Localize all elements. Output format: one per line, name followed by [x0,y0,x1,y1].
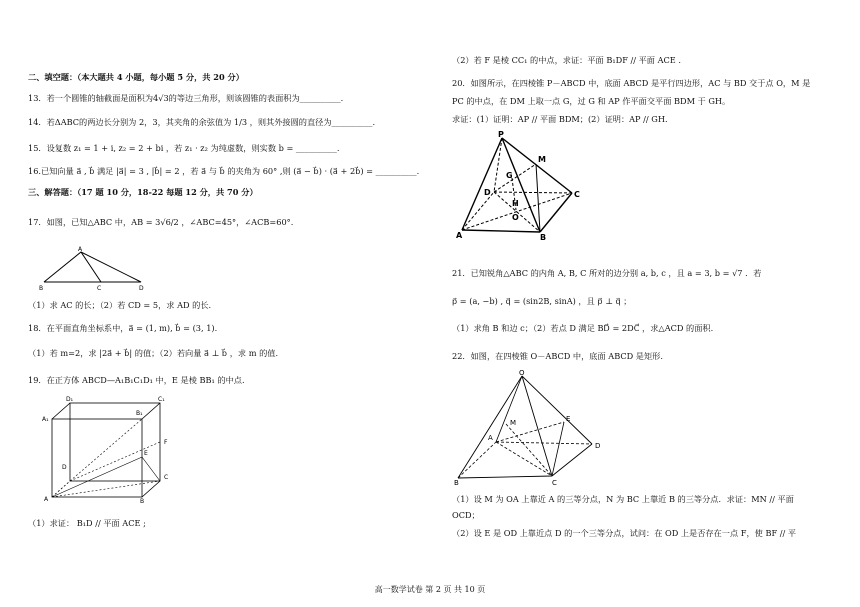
question-13: 13．若一个圆锥的轴截面是面积为4√3的等边三角形，则该圆锥的表面积为__________. [28,93,344,103]
svg-text:D₁: D₁ [66,396,74,403]
question-20-line-1: 20．如图所示，在四棱锥 P－ABCD 中，底面 ABCD 是平行四边形，AC 与 BD 交于点 O，M 是 [452,78,811,88]
label-a: A [78,246,83,253]
section-2-heading: 二、填空题：（本大题共 4 小题，每小题 5 分，共 20 分） [28,72,244,82]
svg-text:C: C [552,479,557,486]
svg-text:B: B [540,233,547,242]
label-b: B [39,285,44,292]
question-18-parts: （1）若 m=2，求 |2a⃗ + b⃗| 的值；（2）若向量 a⃗ ⊥ b⃗ ，求 m 的值. [28,348,279,358]
question-20-line-2: PC 的中点，在 DM 上取一点 G，过 G 和 AP 作平面交平面 BDM 于 GH。 [452,96,731,106]
svg-text:C: C [164,474,169,481]
svg-text:D: D [62,464,67,471]
svg-text:E: E [144,450,148,457]
svg-text:A: A [456,231,463,240]
svg-text:A: A [488,434,493,442]
label-d: D [139,285,144,292]
svg-text:P: P [498,130,504,139]
question-22-part-1-line-2: OCD； [452,510,480,520]
section-3-heading: 三、解答题：（17 题 10 分，18-22 每题 12 分，共 70 分） [28,187,258,197]
svg-text:B₁: B₁ [136,410,143,417]
question-15: 15．设复数 z₁ = 1 + i, z₂ = 2 + bi ，若 z₁ · z₂ 为纯虚数，则实数 b = __________. [28,143,340,153]
question-21-line-2: p⃗ = (a, −b) , q⃗ = (sin2B, sinA) ，且 p⃗ ⊥ q⃗ ； [452,296,632,306]
svg-text:M: M [538,155,546,164]
svg-text:B: B [454,479,459,486]
svg-text:M: M [510,419,517,427]
question-19-part-1: （1）求证： B₁D // 平面 ACE ; [28,518,146,528]
question-22-part-1-line-1: （1）设 M 为 OA 上靠近 A 的三等分点，N 为 BC 上靠近 B 的三等分点．求证：MN // 平面 [452,494,794,504]
pyramid-pabcd-figure [454,130,589,242]
svg-text:O: O [519,369,525,377]
question-22-part-2: （2）设 E 是 OD 上靠近点 D 的一个三等分点，试问：在 OD 上是否存在一点 F，使 BF // 平 [452,528,797,538]
question-17: 17．如图，已知△ABC 中，AB = 3√6/2 ，∠ABC=45°，∠ACB=60°. [28,217,294,227]
svg-text:C₁: C₁ [158,396,165,403]
svg-text:C: C [574,190,580,199]
question-21-line-1: 21．已知锐角△ABC 的内角 A, B, C 所对的边分别 a, b, c ，且 a = 3, b = √7 ．若 [452,268,762,278]
question-21-line-3: （1）求角 B 和边 c；（2）若点 D 满足 BD⃗ = 2DC⃗ ，求△ACD 的面积. [452,323,714,333]
svg-text:E: E [566,415,571,423]
svg-text:O: O [512,213,519,222]
svg-text:B: B [140,498,145,505]
question-22: 22．如图，在四棱锥 O－ABCD 中，底面 ABCD 是矩形. [452,351,663,361]
svg-text:D: D [484,188,491,197]
question-19-part-2: （2）若 F 是棱 CC₁ 的中点，求证：平面 B₁DF // 平面 ACE . [452,55,681,65]
question-17-parts: （1）求 AC 的长；（2）若 CD = 5，求 AD 的长. [28,300,212,310]
question-19: 19．在正方体 ABCD—A₁B₁C₁D₁ 中，E 是棱 BB₁ 的中点. [28,375,245,385]
page-footer: 高一数学试卷 第 2 页 共 10 页 [374,585,486,594]
svg-text:A₁: A₁ [42,416,49,423]
svg-text:A: A [44,496,49,503]
svg-text:H: H [512,199,519,208]
question-20-line-3: 求证：(1）证明：AP // 平面 BDM；(2）证明：AP // GH. [452,114,668,124]
question-16: 16.已知向量 a⃗ , b⃗ 满足 |a⃗| = 3 , |b⃗| = 2 ，若 a⃗ 与 b⃗ 的夹角为 60° ,则 (a⃗ − b⃗) · (a⃗ + 2b⃗) = __________. [28,166,420,176]
cube-figure [40,395,190,505]
question-18: 18．在平面直角坐标系中，a⃗ = (1, m), b⃗ = (3, 1). [28,323,218,333]
pyramid-oabcd-figure [452,368,612,486]
svg-text:D: D [595,442,601,450]
label-c: C [97,285,102,292]
svg-text:G: G [506,171,513,180]
svg-text:F: F [164,439,168,446]
triangle-figure [36,246,181,292]
question-14: 14．若ΔABC的两边长分别为 2，3，其夹角的余弦值为 1/3 ，则其外接圆的直径为__________. [28,117,376,127]
